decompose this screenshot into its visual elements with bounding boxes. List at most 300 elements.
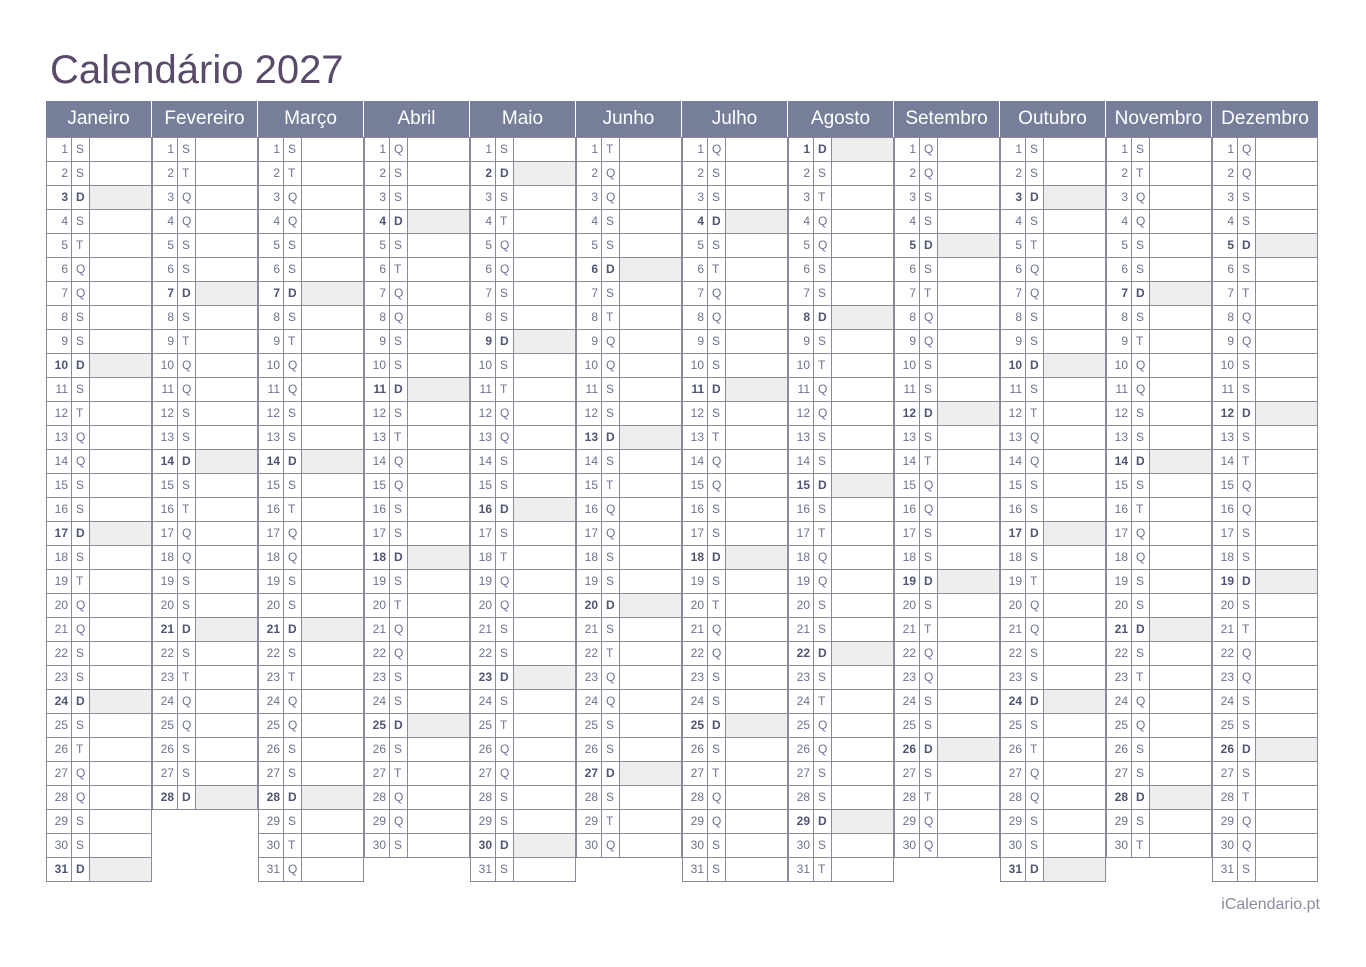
day-row (1107, 474, 1212, 498)
day-row (1001, 738, 1106, 762)
day-row (1001, 306, 1106, 330)
day-number: 30 (1001, 834, 1026, 857)
day-note-cell (408, 234, 469, 257)
day-note-cell (620, 162, 681, 185)
day-row (789, 186, 894, 210)
weekday-letter: T (602, 810, 620, 833)
day-note-cell (1150, 762, 1211, 785)
day-note-cell (832, 618, 893, 641)
weekday-letter: S (1026, 498, 1044, 521)
day-note-cell (90, 234, 151, 257)
day-number: 28 (683, 786, 708, 809)
day-row (153, 714, 258, 738)
day-note-cell (620, 138, 681, 161)
day-number: 21 (683, 618, 708, 641)
day-note-cell (408, 354, 469, 377)
day-row (47, 330, 152, 354)
day-number: 9 (1001, 330, 1026, 353)
day-row (1213, 642, 1318, 666)
day-number: 26 (1001, 738, 1026, 761)
day-row (471, 546, 576, 570)
day-number: 12 (471, 402, 496, 425)
weekday-letter: Q (178, 210, 196, 233)
weekday-letter: Q (284, 546, 302, 569)
weekday-letter: Q (708, 810, 726, 833)
day-note-cell (514, 474, 575, 497)
day-number: 4 (471, 210, 496, 233)
day-number: 14 (1001, 450, 1026, 473)
day-note-cell (832, 282, 893, 305)
weekday-letter: D (284, 618, 302, 641)
day-number: 6 (365, 258, 390, 281)
day-number: 10 (1001, 354, 1026, 377)
day-row (1001, 210, 1106, 234)
day-note-cell (408, 210, 469, 233)
day-row (895, 738, 1000, 762)
weekday-letter: S (1026, 810, 1044, 833)
day-row (471, 642, 576, 666)
day-note-cell (726, 594, 787, 617)
day-note-cell (196, 186, 257, 209)
day-note-cell (938, 426, 999, 449)
day-number: 7 (153, 282, 178, 305)
day-number: 2 (895, 162, 920, 185)
weekday-letter: Q (284, 858, 302, 881)
day-row (259, 426, 364, 450)
weekday-letter: Q (1026, 426, 1044, 449)
day-row (577, 642, 682, 666)
day-row (683, 738, 788, 762)
day-number: 23 (471, 666, 496, 689)
day-row (153, 546, 258, 570)
day-row (1213, 258, 1318, 282)
day-row (47, 666, 152, 690)
day-number: 17 (471, 522, 496, 545)
day-number: 18 (471, 546, 496, 569)
day-row (1107, 258, 1212, 282)
weekday-letter: D (284, 786, 302, 809)
day-row (1107, 810, 1212, 834)
day-number: 2 (789, 162, 814, 185)
day-note-cell (1256, 426, 1317, 449)
day-note-cell (302, 234, 363, 257)
day-note-cell (832, 186, 893, 209)
day-number: 1 (789, 138, 814, 161)
weekday-letter: T (602, 474, 620, 497)
weekday-letter: D (496, 162, 514, 185)
day-number: 8 (1213, 306, 1238, 329)
day-note-cell (832, 810, 893, 833)
day-number: 7 (789, 282, 814, 305)
day-number: 22 (1213, 642, 1238, 665)
day-note-cell (832, 138, 893, 161)
day-number: 7 (683, 282, 708, 305)
day-row (153, 162, 258, 186)
day-number: 16 (577, 498, 602, 521)
day-row (895, 762, 1000, 786)
day-number: 25 (1213, 714, 1238, 737)
day-row (895, 282, 1000, 306)
day-row (1213, 354, 1318, 378)
day-note-cell (832, 306, 893, 329)
day-note-cell (514, 330, 575, 353)
weekday-letter: D (1026, 354, 1044, 377)
weekday-letter: Q (496, 402, 514, 425)
day-row (1001, 330, 1106, 354)
day-row (789, 762, 894, 786)
day-number: 5 (1213, 234, 1238, 257)
day-number: 17 (577, 522, 602, 545)
day-row (47, 378, 152, 402)
day-note-cell (938, 642, 999, 665)
weekday-letter: Q (1238, 306, 1256, 329)
day-number: 13 (895, 426, 920, 449)
day-note-cell (90, 138, 151, 161)
weekday-letter: T (1026, 738, 1044, 761)
day-number: 18 (47, 546, 72, 569)
day-row (895, 210, 1000, 234)
weekday-letter: D (602, 762, 620, 785)
day-note-cell (90, 642, 151, 665)
day-row (471, 570, 576, 594)
day-row (471, 498, 576, 522)
day-note-cell (408, 426, 469, 449)
weekday-letter: S (178, 426, 196, 449)
weekday-letter: S (708, 666, 726, 689)
day-number: 20 (789, 594, 814, 617)
day-number: 4 (365, 210, 390, 233)
day-number: 31 (471, 858, 496, 881)
day-number: 4 (153, 210, 178, 233)
weekday-letter: S (602, 402, 620, 425)
day-note-cell (832, 570, 893, 593)
day-note-cell (620, 210, 681, 233)
day-row (895, 546, 1000, 570)
day-note-cell (1256, 570, 1317, 593)
day-note-cell (832, 402, 893, 425)
day-note-cell (196, 642, 257, 665)
day-number: 29 (47, 810, 72, 833)
weekday-letter: S (708, 330, 726, 353)
day-row (577, 137, 682, 162)
weekday-letter: Q (1238, 138, 1256, 161)
weekday-letter: Q (178, 714, 196, 737)
day-number: 26 (1107, 738, 1132, 761)
weekday-letter: T (284, 498, 302, 521)
day-row (1107, 234, 1212, 258)
day-number: 28 (1107, 786, 1132, 809)
day-row (895, 690, 1000, 714)
weekday-letter: T (284, 666, 302, 689)
day-row (577, 834, 682, 858)
day-note-cell (408, 810, 469, 833)
day-number: 11 (259, 378, 284, 401)
day-note-cell (938, 258, 999, 281)
day-row (1213, 762, 1318, 786)
day-note-cell (620, 282, 681, 305)
day-number: 5 (259, 234, 284, 257)
day-row (895, 186, 1000, 210)
day-note-cell (1150, 690, 1211, 713)
day-note-cell (832, 498, 893, 521)
weekday-letter: Q (708, 474, 726, 497)
month-column (1106, 101, 1212, 882)
day-note-cell (1256, 402, 1317, 425)
day-note-cell (514, 786, 575, 809)
day-number: 15 (1213, 474, 1238, 497)
day-number: 18 (259, 546, 284, 569)
weekday-letter: S (1026, 330, 1044, 353)
day-note-cell (832, 546, 893, 569)
day-note-cell (832, 762, 893, 785)
day-number: 23 (1001, 666, 1026, 689)
weekday-letter: T (814, 690, 832, 713)
day-number: 3 (789, 186, 814, 209)
day-note-cell (832, 666, 893, 689)
day-note-cell (1256, 498, 1317, 521)
day-row (259, 354, 364, 378)
day-note-cell (938, 402, 999, 425)
weekday-letter: Q (390, 786, 408, 809)
day-note-cell (514, 522, 575, 545)
day-number: 16 (47, 498, 72, 521)
day-row (577, 186, 682, 210)
day-row (259, 834, 364, 858)
day-note-cell (514, 858, 575, 881)
day-note-cell (302, 762, 363, 785)
day-note-cell (514, 570, 575, 593)
day-note-cell (938, 666, 999, 689)
weekday-letter: D (1238, 234, 1256, 257)
day-row (789, 786, 894, 810)
weekday-letter: Q (814, 234, 832, 257)
day-number: 17 (895, 522, 920, 545)
day-number: 20 (259, 594, 284, 617)
day-number: 5 (683, 234, 708, 257)
weekday-letter: S (814, 426, 832, 449)
weekday-letter: S (72, 306, 90, 329)
weekday-letter: Q (920, 834, 938, 857)
day-note-cell (1150, 210, 1211, 233)
weekday-letter: S (708, 738, 726, 761)
weekday-letter: S (178, 570, 196, 593)
day-row (683, 137, 788, 162)
weekday-letter: D (178, 450, 196, 473)
day-row (1001, 858, 1106, 882)
day-note-cell (1256, 642, 1317, 665)
day-note-cell (1256, 162, 1317, 185)
day-note-cell (1150, 618, 1211, 641)
day-row (47, 570, 152, 594)
weekday-letter: Q (496, 258, 514, 281)
day-note-cell (620, 258, 681, 281)
day-number: 14 (1107, 450, 1132, 473)
day-number: 1 (577, 138, 602, 161)
day-note-cell (1044, 762, 1105, 785)
weekday-letter: S (72, 810, 90, 833)
day-row (1213, 234, 1318, 258)
day-row (471, 762, 576, 786)
weekday-letter: S (390, 234, 408, 257)
day-number: 29 (683, 810, 708, 833)
weekday-letter: T (708, 258, 726, 281)
day-note-cell (1256, 714, 1317, 737)
weekday-letter: S (390, 522, 408, 545)
day-note-cell (1256, 258, 1317, 281)
day-number: 2 (1107, 162, 1132, 185)
day-row (259, 234, 364, 258)
day-note-cell (726, 402, 787, 425)
day-note-cell (90, 186, 151, 209)
day-note-cell (1150, 258, 1211, 281)
weekday-letter: T (178, 666, 196, 689)
day-number: 30 (577, 834, 602, 857)
weekday-letter: T (920, 618, 938, 641)
day-row (1213, 210, 1318, 234)
day-note-cell (726, 354, 787, 377)
day-note-cell (1150, 474, 1211, 497)
weekday-letter: Q (1238, 810, 1256, 833)
weekday-letter: S (708, 354, 726, 377)
day-row (1001, 642, 1106, 666)
day-note-cell (196, 570, 257, 593)
day-row (683, 666, 788, 690)
day-row (577, 666, 682, 690)
day-note-cell (302, 666, 363, 689)
day-row (895, 714, 1000, 738)
day-note-cell (938, 498, 999, 521)
day-number: 11 (1213, 378, 1238, 401)
day-number: 13 (259, 426, 284, 449)
weekday-letter: S (390, 690, 408, 713)
weekday-letter: D (496, 330, 514, 353)
day-row (471, 137, 576, 162)
day-note-cell (196, 162, 257, 185)
day-note-cell (196, 666, 257, 689)
weekday-letter: T (920, 450, 938, 473)
day-row (683, 498, 788, 522)
day-number: 18 (577, 546, 602, 569)
weekday-letter: Q (284, 210, 302, 233)
weekday-letter: D (814, 138, 832, 161)
day-number: 8 (259, 306, 284, 329)
weekday-letter: S (602, 714, 620, 737)
day-row (47, 762, 152, 786)
day-row (1001, 522, 1106, 546)
day-note-cell (726, 234, 787, 257)
day-note-cell (1150, 786, 1211, 809)
weekday-letter: Q (920, 666, 938, 689)
day-number: 4 (1213, 210, 1238, 233)
month-column (894, 101, 1000, 882)
day-note-cell (620, 330, 681, 353)
day-row (895, 137, 1000, 162)
day-note-cell (90, 162, 151, 185)
day-number: 23 (1107, 666, 1132, 689)
day-row (365, 186, 470, 210)
day-number: 8 (471, 306, 496, 329)
day-number: 6 (577, 258, 602, 281)
day-note-cell (1044, 282, 1105, 305)
day-note-cell (90, 498, 151, 521)
day-row (47, 474, 152, 498)
day-number: 18 (1107, 546, 1132, 569)
weekday-letter: S (284, 426, 302, 449)
day-number: 3 (153, 186, 178, 209)
day-note-cell (1256, 834, 1317, 857)
day-number: 27 (1107, 762, 1132, 785)
weekday-letter: S (1132, 762, 1150, 785)
weekday-letter: S (1132, 426, 1150, 449)
day-note-cell (302, 474, 363, 497)
day-note-cell (408, 162, 469, 185)
weekday-letter: S (602, 738, 620, 761)
day-note-cell (1150, 282, 1211, 305)
day-note-cell (196, 786, 257, 809)
weekday-letter: S (814, 162, 832, 185)
day-note-cell (938, 330, 999, 353)
day-row (895, 450, 1000, 474)
day-note-cell (514, 378, 575, 401)
day-note-cell (620, 498, 681, 521)
day-row (1001, 618, 1106, 642)
weekday-letter: Q (284, 522, 302, 545)
day-number: 4 (259, 210, 284, 233)
weekday-letter: T (1238, 282, 1256, 305)
day-number: 5 (365, 234, 390, 257)
day-row (153, 137, 258, 162)
month-header: Novembro (1106, 101, 1212, 137)
day-number: 24 (47, 690, 72, 713)
day-note-cell (408, 570, 469, 593)
day-row (1001, 474, 1106, 498)
day-row (683, 786, 788, 810)
day-row (1001, 594, 1106, 618)
day-number: 2 (47, 162, 72, 185)
day-row (1107, 834, 1212, 858)
day-row (789, 234, 894, 258)
day-note-cell (302, 834, 363, 857)
weekday-letter: Q (284, 186, 302, 209)
weekday-letter: D (920, 234, 938, 257)
day-row (895, 666, 1000, 690)
day-note-cell (726, 474, 787, 497)
day-note-cell (1256, 522, 1317, 545)
day-row (577, 330, 682, 354)
day-number: 31 (683, 858, 708, 881)
day-number: 25 (1107, 714, 1132, 737)
weekday-letter: S (814, 258, 832, 281)
weekday-letter: S (920, 426, 938, 449)
day-note-cell (938, 234, 999, 257)
day-note-cell (1044, 474, 1105, 497)
day-number: 18 (1213, 546, 1238, 569)
day-number: 27 (471, 762, 496, 785)
weekday-letter: Q (920, 810, 938, 833)
weekday-letter: Q (1132, 378, 1150, 401)
weekday-letter: Q (708, 138, 726, 161)
day-row (683, 210, 788, 234)
day-row (1213, 546, 1318, 570)
weekday-letter: Q (390, 618, 408, 641)
day-row (365, 522, 470, 546)
day-note-cell (90, 450, 151, 473)
day-number: 1 (1001, 138, 1026, 161)
day-number: 6 (153, 258, 178, 281)
weekday-letter: S (708, 834, 726, 857)
weekday-letter: S (1132, 234, 1150, 257)
month-header: Julho (682, 101, 788, 137)
